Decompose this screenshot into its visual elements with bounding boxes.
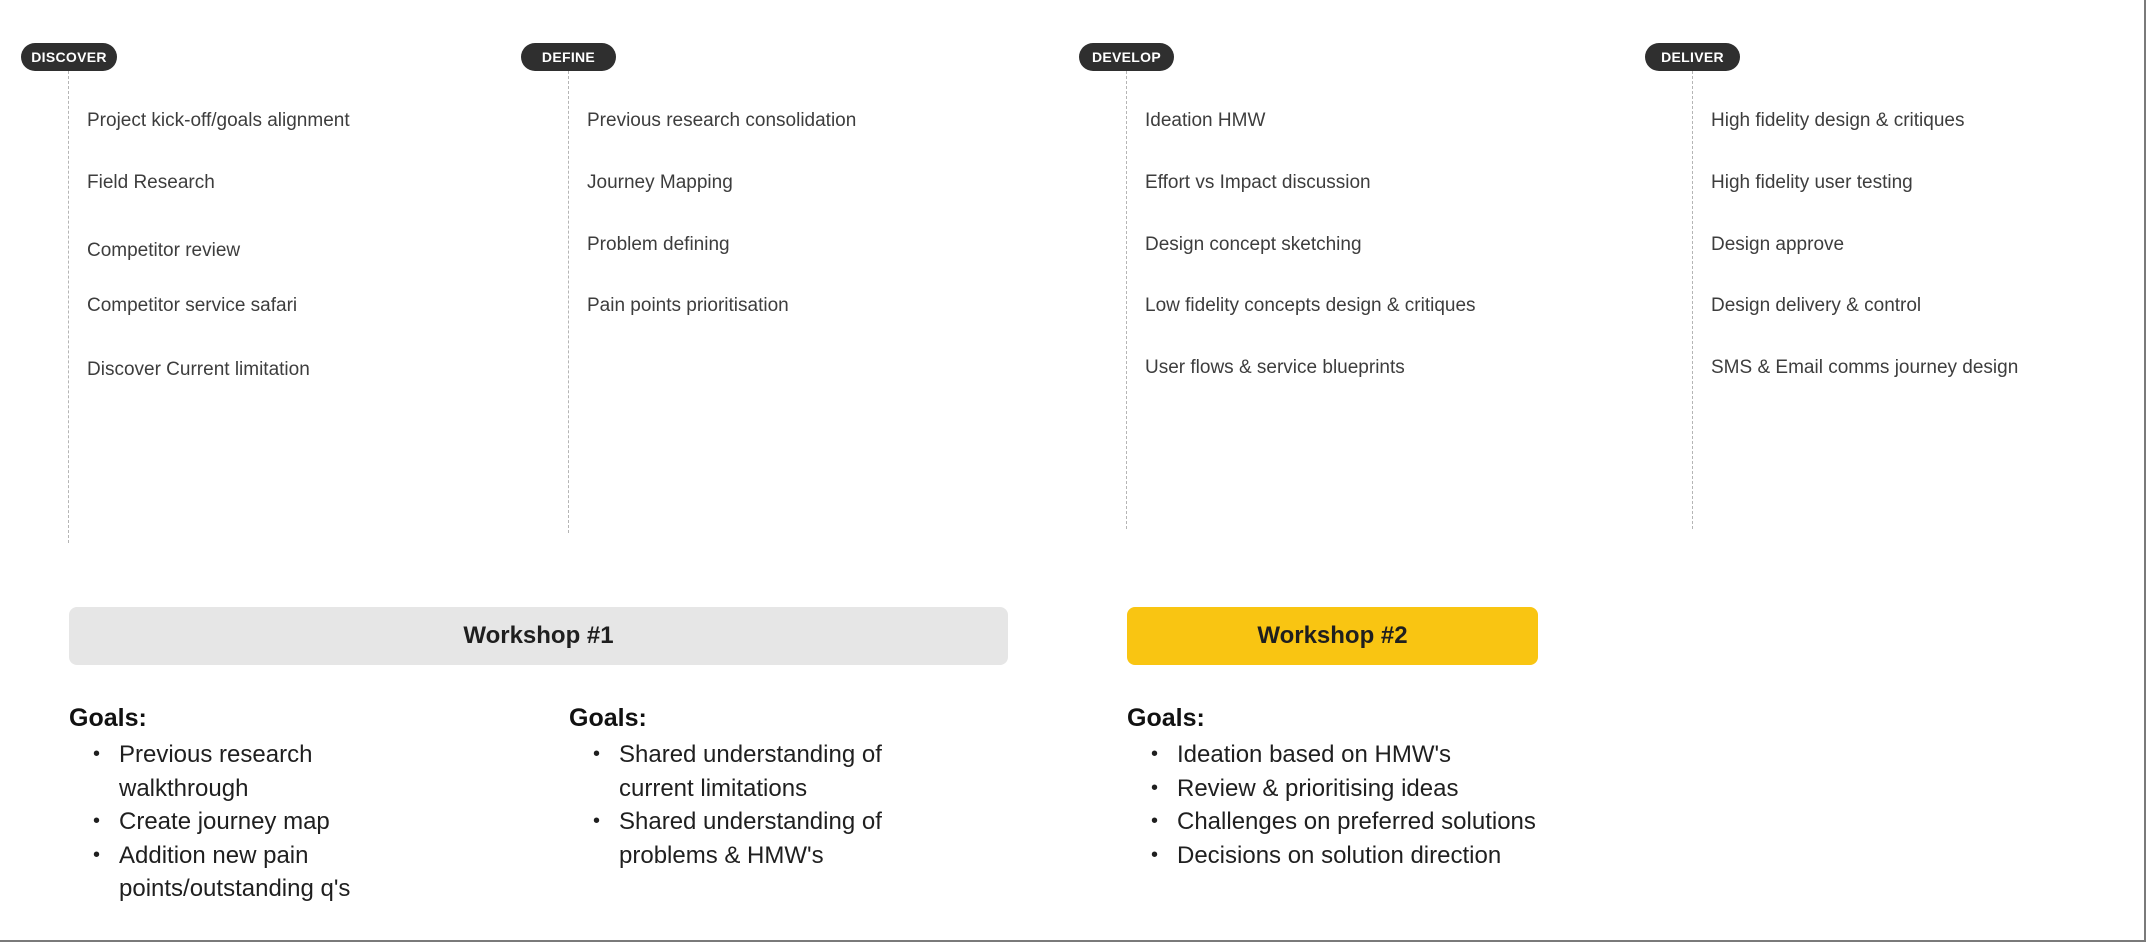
goal-item (1127, 805, 1536, 839)
goal-item-text: Decisions on solution direction (1177, 841, 1502, 869)
activity-item: Project kick-off/goals alignment (87, 110, 350, 131)
phase-pill-define: DEFINE (521, 43, 616, 71)
goal-item-text: Review & prioritising ideas (1177, 774, 1459, 802)
goal-item-text: current limitations (619, 774, 808, 802)
phase-pill-deliver: DELIVER (1645, 43, 1740, 71)
phase-pill-develop: DEVELOP (1079, 43, 1174, 71)
goal-item-text: Addition new pain (119, 841, 309, 869)
goals-list (1127, 738, 1536, 872)
workshop-1-bar: Workshop #1 (69, 607, 1008, 665)
bullet-icon: • (1151, 776, 1159, 799)
activity-item: Problem defining (587, 234, 730, 255)
activity-item: Discover Current limitation (87, 359, 310, 380)
activity-item: Design delivery & control (1711, 295, 1922, 316)
goal-item (1127, 772, 1536, 806)
bullet-icon: • (1151, 843, 1159, 866)
goal-item-text: walkthrough (119, 774, 249, 802)
activity-item: Field Research (87, 172, 215, 193)
goal-item-text: Challenges on preferred solutions (1177, 808, 1536, 835)
workshop-2-bar: Workshop #2 (1127, 607, 1538, 665)
activity-item: Effort vs Impact discussion (1145, 172, 1371, 193)
bullet-icon: • (593, 810, 601, 832)
phase-timeline-develop (1126, 71, 1127, 529)
activity-item: SMS & Email comms journey design (1711, 357, 2019, 378)
bullet-icon: • (1151, 743, 1159, 765)
activity-item: Previous research consolidation (587, 110, 857, 131)
activity-item: Ideation HMW (1145, 110, 1266, 131)
phase-timeline-deliver (1692, 71, 1693, 529)
goal-item-text: Previous research (119, 741, 313, 768)
goal-item-text: Shared understanding of (619, 808, 882, 835)
goal-item (69, 805, 350, 839)
bullet-icon: • (93, 843, 101, 866)
activity-item: Pain points prioritisation (587, 295, 789, 316)
bullet-icon: • (593, 743, 601, 765)
goal-item (569, 805, 882, 872)
goal-item-text: points/outstanding q's (119, 875, 351, 902)
activity-item: Competitor review (87, 240, 241, 261)
goals-list (69, 738, 350, 906)
goal-item-text: Shared understanding of (619, 741, 882, 768)
bullet-icon: • (1151, 810, 1159, 832)
activity-item: Competitor service safari (87, 295, 298, 316)
activity-item: High fidelity user testing (1711, 172, 1913, 193)
activity-item: Journey Mapping (587, 172, 733, 193)
activity-item: High fidelity design & critiques (1711, 110, 1965, 131)
goals-heading: Goals: (69, 704, 147, 732)
bullet-icon: • (93, 810, 101, 832)
goal-item (1127, 738, 1536, 772)
goal-item-text: Ideation based on HMW's (1177, 741, 1452, 768)
goal-item-text: problems & HMW's (619, 841, 824, 869)
activity-item: Design concept sketching (1145, 234, 1362, 255)
bullet-icon: • (93, 743, 101, 765)
activity-item: Design approve (1711, 234, 1845, 255)
goals-heading: Goals: (569, 704, 647, 732)
phase-timeline-discover (68, 71, 69, 543)
activity-item: Low fidelity concepts design & critiques (1145, 295, 1476, 316)
goal-item-text: Create journey map (119, 808, 330, 835)
goals-list (569, 738, 882, 872)
goals-heading: Goals: (1127, 704, 1205, 732)
goal-item (1127, 839, 1536, 873)
goal-item (569, 738, 882, 805)
goal-item (69, 839, 350, 906)
activity-item: User flows & service blueprints (1145, 357, 1405, 378)
goal-item (69, 738, 350, 805)
phase-timeline-define (568, 71, 569, 533)
phase-pill-discover: DISCOVER (21, 43, 117, 71)
